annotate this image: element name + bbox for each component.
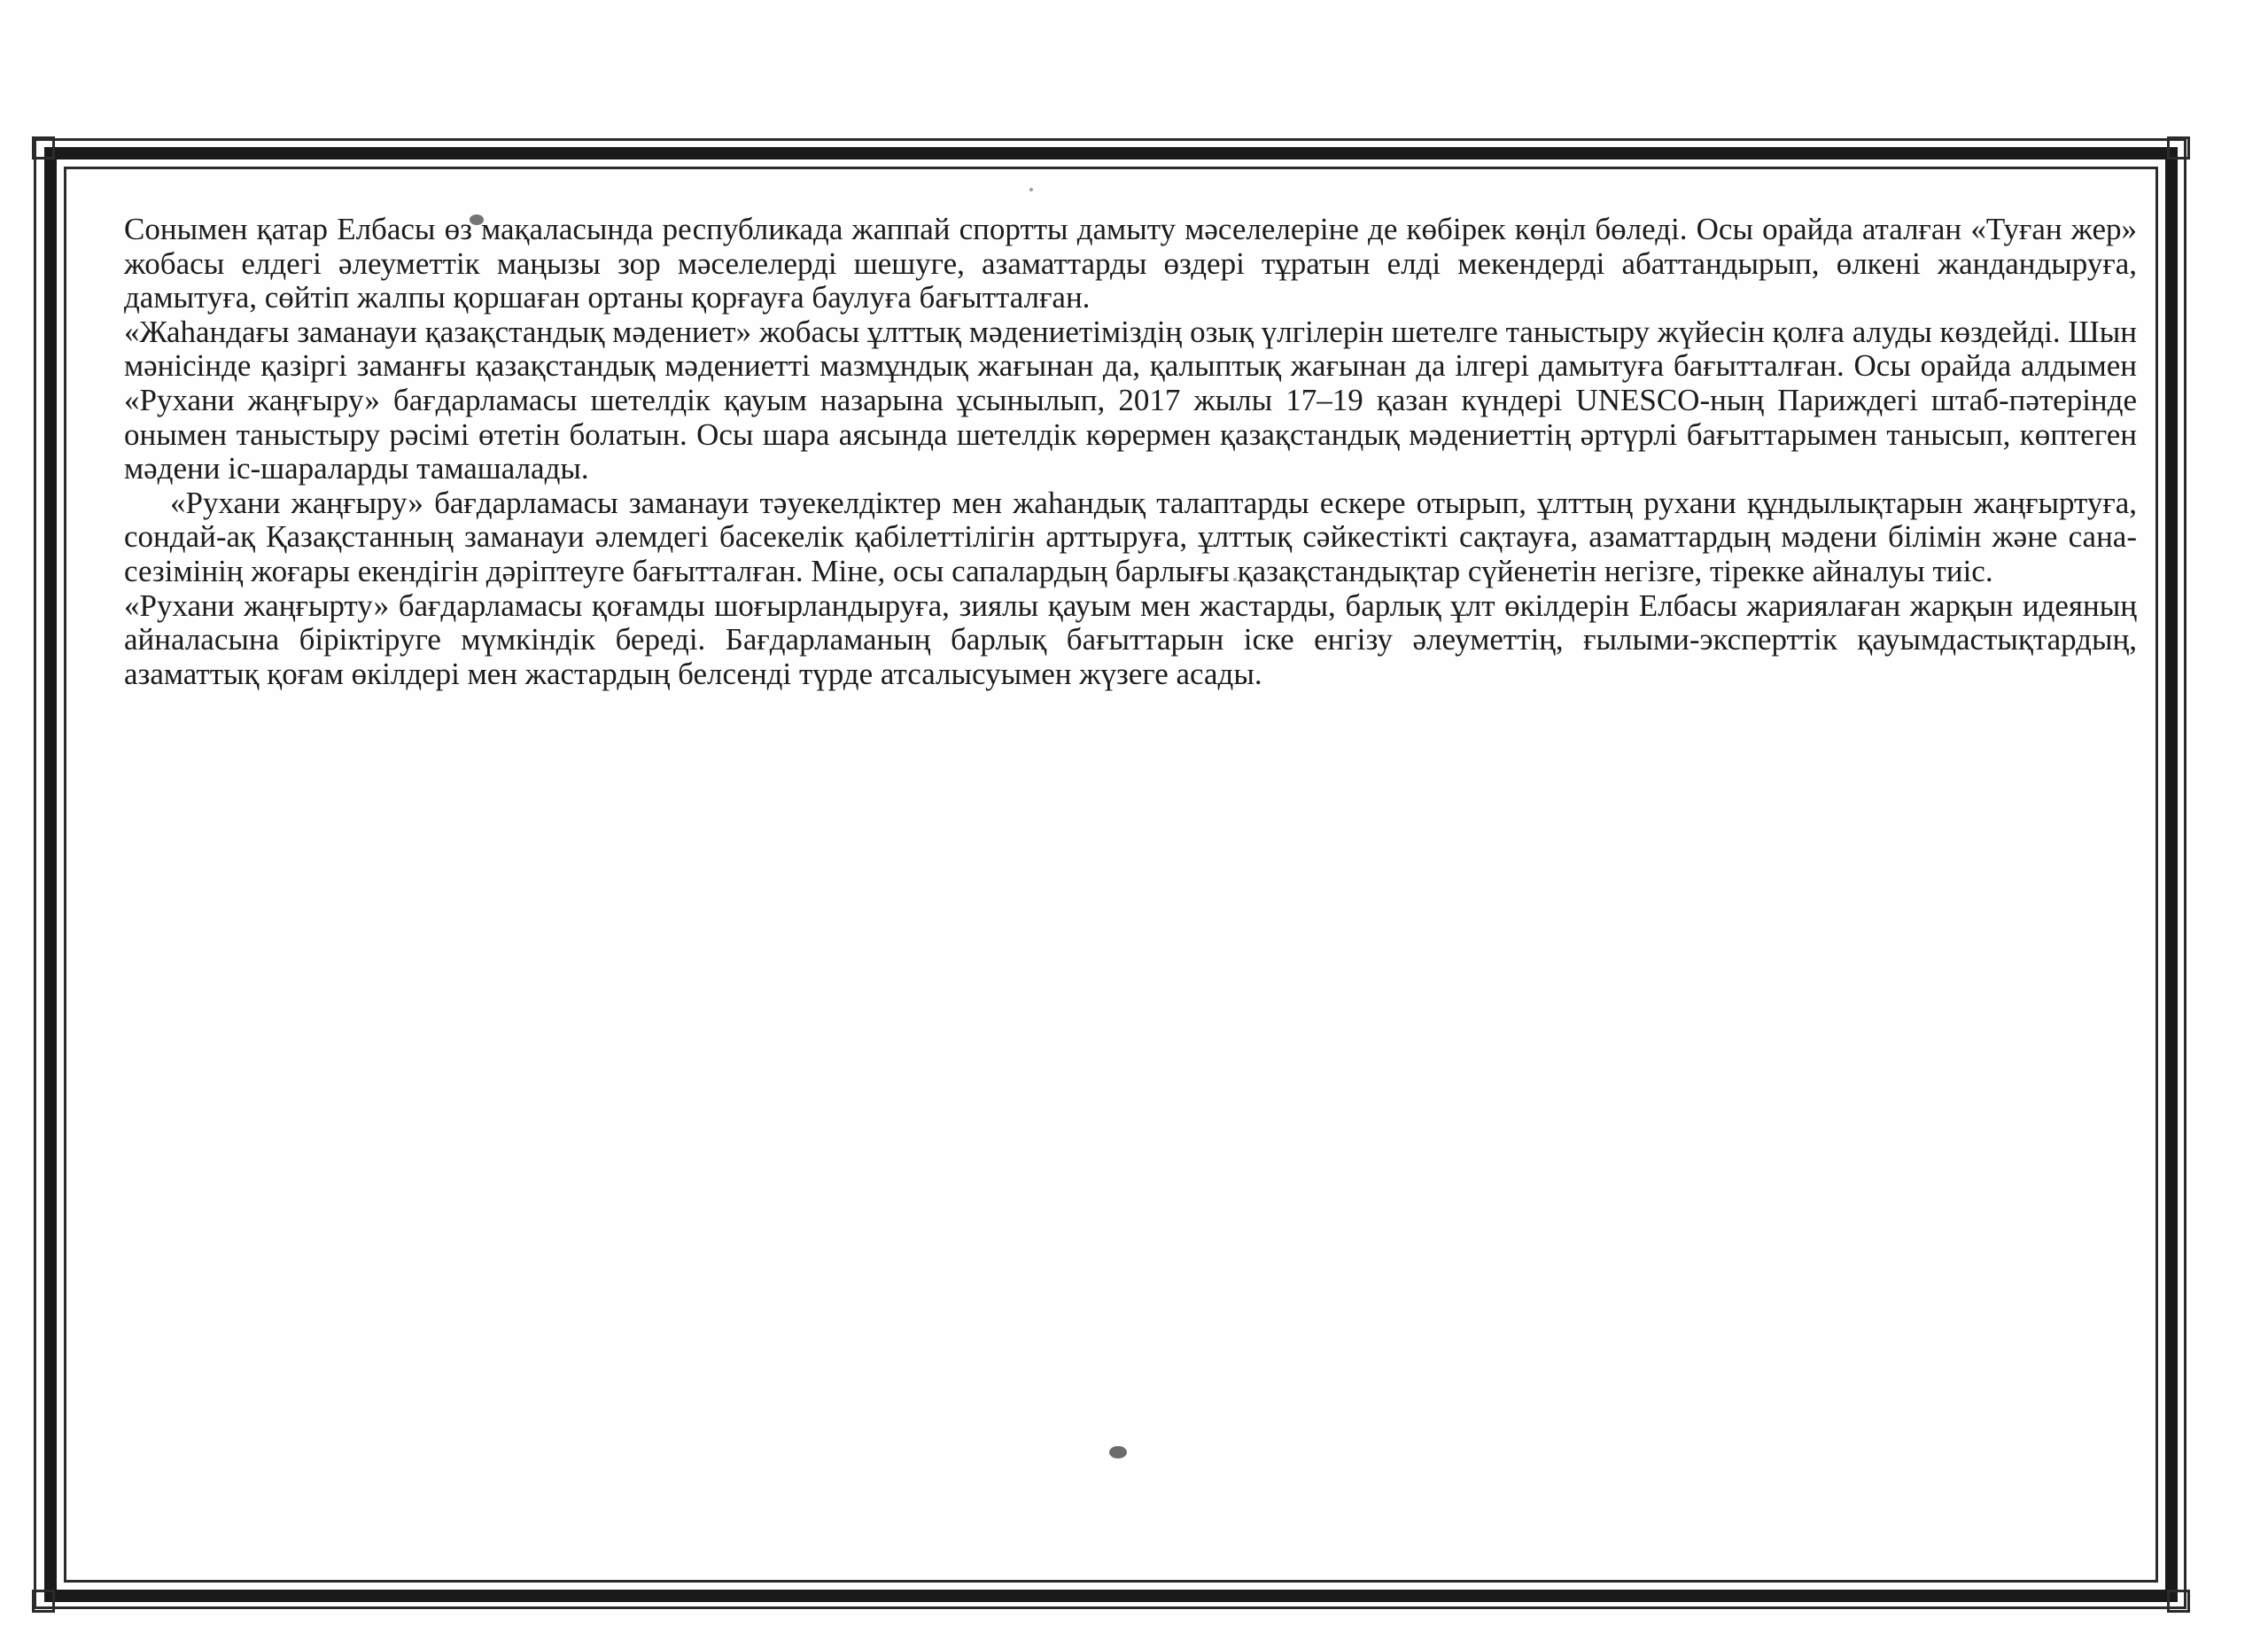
scan-speck — [1109, 1446, 1127, 1458]
paragraph: «Рухани жаңғырту» бағдарламасы қоғамды шоғырландыруға, зиялы қауым мен жастарды, барлық ұлт өкілдерін Елбасы жариялаған жарқын идеяның айналасына біріктіруге мүмкіндік береді. Бағдарламаның барлық бағыттарын іске енгізу әлеуметтің, ғылыми-эксперттік қауымдастықтардың, азаматтық қоғам өкілдері мен жастардың белсенді түрде атсалысуымен жүзеге асады. — [124, 587, 2137, 691]
border-corner-ornament — [2167, 136, 2190, 159]
scan-speck — [1029, 188, 1033, 191]
document-body — [124, 213, 2137, 691]
paragraph: Сонымен қатар Елбасы өз мақаласында республикада жаппай спортты дамыту мәселелеріне де көбірек көңіл бөледі. Осы орайда аталған «Туған жер» жобасы елдегі әлеуметтік маңызы зор мәселелерді шешуге, азаматтарды өздері тұратын елді мекендерді абаттандырып, өлкені жандандыруға, дамытуға, сөйтіп жалпы қоршаған ортаны қорғауға баулуға бағытталған. — [124, 213, 2137, 315]
border-corner-ornament — [32, 136, 55, 159]
border-corner-ornament — [2167, 1590, 2190, 1613]
paragraph: «Жаһандағы заманауи қазақстандық мәдениет» жобасы ұлттық мәдениетіміздің озық үлгілерін шетелге таныстыру жүйесін қолға алуды көздейді. Шын мәнісінде қазіргі заманғы қазақстандық мәдениетті мазмұндық жағынан да, қалыптық жағынан да ілгері дамытуға бағытталған. Осы орайда алдымен «Рухани жаңғыру» бағдарламасы шетелдік қауым назарына ұсынылып, 2017 жылы 17–19 қазан күндері UNESCO-ның Париждегі штаб-пәтерінде онымен таныстыру рәсімі өтетін болатын. Осы шара аясында шетелдік көрермен қазақстандық мәдениеттің әртүрлі бағыттарымен танысып, көптеген мәдени іс-шараларды тамашалады. — [124, 314, 2137, 486]
paragraph: «Рухани жаңғыру» бағдарламасы заманауи тәуекелдіктер мен жаһандық талаптарды ескере отырып, ұлттың рухани құндылықтарын жаңғыртуға, сондай-ақ Қазақстанның заманауи әлемдегі басекелік қабілеттілігін арттыруға, ұлттық сәйкестікті сақтауға, азаматтардың мәдени білімін және сана-сезімінің жоғары екендігін дәріптеуге бағытталған. Міне, осы сапалардың барлығы қазақстандықтар сүйенетін негізге, тірекке айналуы тиіс. — [124, 485, 2137, 588]
border-corner-ornament — [32, 1590, 55, 1613]
